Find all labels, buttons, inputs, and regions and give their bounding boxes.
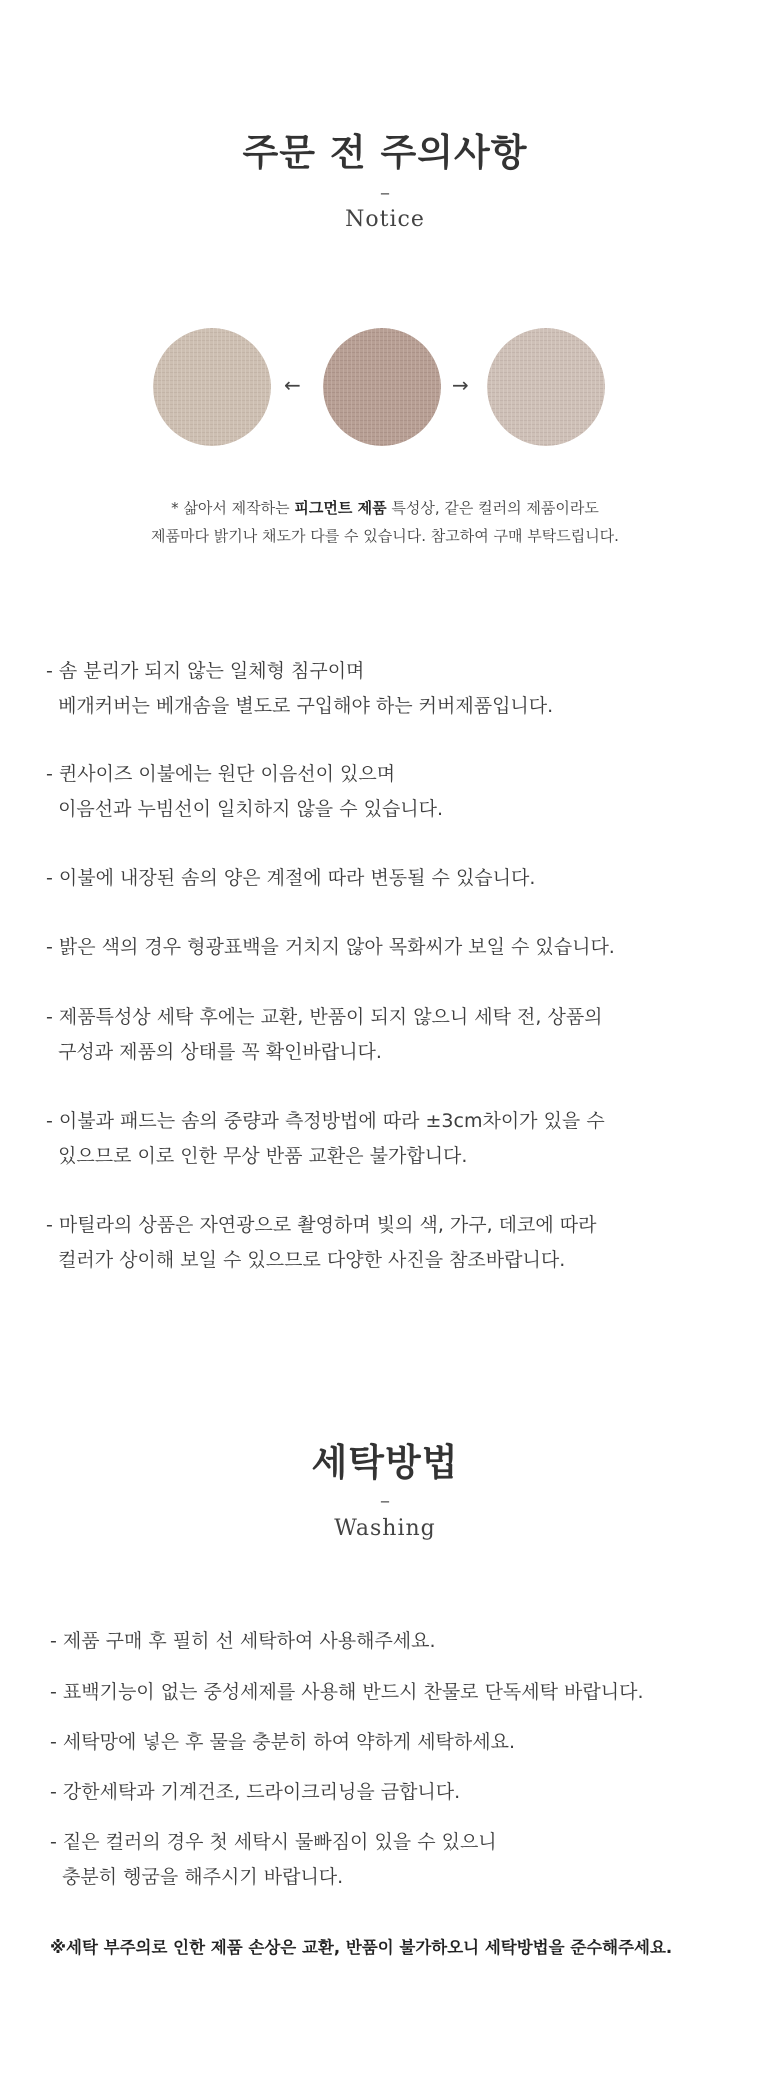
swatch-caption [0,494,770,550]
washing-subtitle: Washing [334,1516,436,1541]
arrow-left-icon: ← [284,373,301,397]
washing-divider: – [380,1488,390,1512]
arrow-right-icon: → [452,373,469,397]
notice-title: 주문 전 주의사항 [242,131,528,174]
notice-divider: – [380,180,390,204]
notice-item-1: - 솜 분리가 되지 않는 일체형 침구이며 베개커버는 베개솜을 별도로 구입해야 하는 커버제품입니다. [46,660,554,717]
fabric-swatch-right [487,328,605,446]
washing-item-2: - 표백기능이 없는 중성세제를 사용해 반드시 찬물로 단독세탁 바랍니다. [50,1681,644,1703]
caption-bold: 피그먼트 제품 [294,499,387,517]
notice-item-6: - 이불과 패드는 솜의 중량과 측정방법에 따라 ±3cm차이가 있을 수 있으므로 이로 인한 무상 반품 교환은 불가합니다. [46,1110,605,1167]
washing-item-4: - 강한세탁과 기계건조, 드라이크리닝을 금합니다. [50,1781,461,1803]
caption-line-2: 제품마다 밝기나 채도가 다를 수 있습니다. 참고하여 구매 부탁드립니다. [151,527,619,545]
notice-item-5: - 제품특성상 세탁 후에는 교환, 반품이 되지 않으니 세탁 전, 상품의 구성과 제품의 상태를 꼭 확인바랍니다. [46,1006,603,1063]
notice-item-4: - 밝은 색의 경우 형광표백을 거치지 않아 목화씨가 보일 수 있습니다. [46,936,615,958]
notice-item-7: - 마틸라의 상품은 자연광으로 촬영하며 빛의 색, 가구, 데코에 따라 컬러가 상이해 보일 수 있으므로 다양한 사진을 참조바랍니다. [46,1214,597,1271]
washing-item-5: - 짙은 컬러의 경우 첫 세탁시 물빠짐이 있을 수 있으니 충분히 헹굼을 해주시기 바랍니다. [50,1831,497,1888]
notice-item-2: - 퀸사이즈 이불에는 원단 이음선이 있으며 이음선과 누빔선이 일치하지 않을 수 있습니다. [46,763,444,820]
washing-item-3: - 세탁망에 넣은 후 물을 충분히 하여 약하게 세탁하세요. [50,1731,516,1753]
fabric-swatch-left [153,328,271,446]
washing-title: 세탁방법 [311,1441,459,1484]
caption-line-1 [0,494,770,522]
washing-warning: ※세탁 부주의로 인한 제품 손상은 교환, 반품이 불가하오니 세탁방법을 준수해주세요. [50,1938,673,1957]
notice-subtitle: Notice [345,207,425,232]
washing-item-1: - 제품 구매 후 필히 선 세탁하여 사용해주세요. [50,1630,436,1652]
notice-item-3: - 이불에 내장된 솜의 양은 계절에 따라 변동될 수 있습니다. [46,867,536,889]
caption-prefix: * 삶아서 제작하는 [171,499,295,517]
fabric-swatch-center [323,328,441,446]
caption-suffix: 특성상, 같은 컬러의 제품이라도 [386,499,599,517]
